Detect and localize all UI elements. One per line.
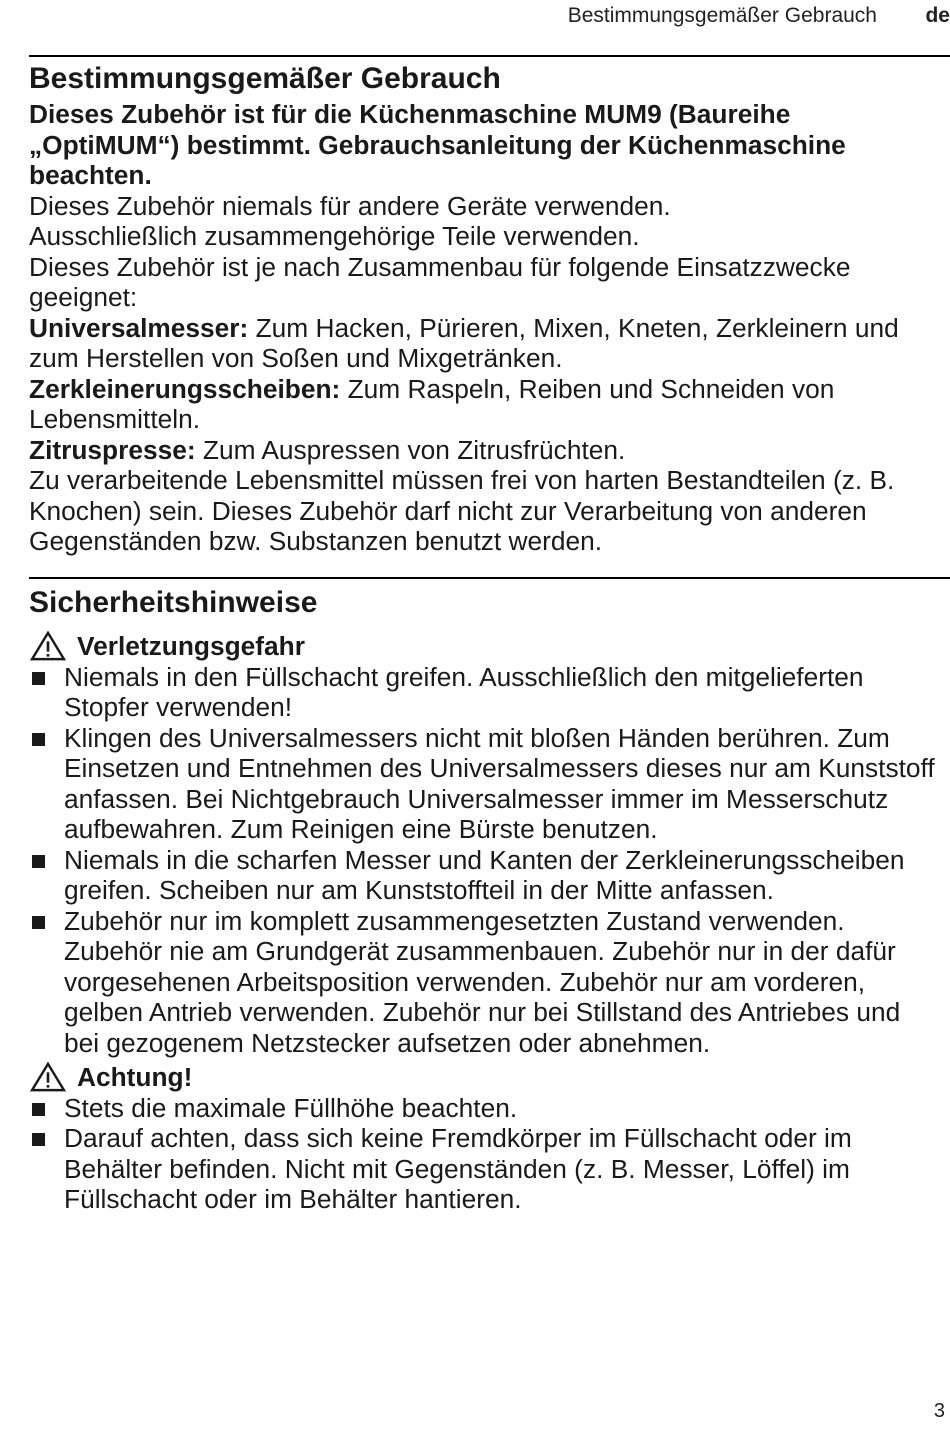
paragraph-matching-parts: Ausschließlich zusammengehörige Teile verwenden. xyxy=(29,221,640,251)
section-intended-use xyxy=(29,61,938,557)
list-item: Niemals in den Füllschacht greifen. Ausschließlich den mitgelieferten Stopfer verwenden! xyxy=(29,662,938,723)
use-text: Zum Auspressen von Zitrusfrüchten. xyxy=(195,434,626,465)
bullet-square-icon xyxy=(32,1133,45,1146)
use-term: Zitruspresse: xyxy=(29,434,196,465)
bullet-square-icon xyxy=(32,733,45,746)
section-safety xyxy=(29,585,938,1215)
list-item: Zubehör nur im komplett zusammengesetzten Zustand verwenden. Zubehör nie am Grundgerät zusammenbauen. Zubehör nur in der dafür vorgesehenen Arbeitsposition verwenden. Zubehör nur am vorderen, gelben Antrieb verwenden. Zubehör nur bei Stillstand des Antriebes und bei gezogenem Netzstecker aufsetzen oder abnehmen. xyxy=(29,906,938,1059)
warning-heading-injury xyxy=(29,631,938,662)
intro-bold-paragraph: Dieses Zubehör ist für die Küchenmaschine MUM9 (Baureihe „OptiMUM“) bestimmt. Gebrauchsanleitung der Küchenmaschine beachten. xyxy=(29,99,846,190)
warning-triangle-icon xyxy=(29,631,67,661)
use-universal-knife xyxy=(29,313,938,374)
list-item: Stets die maximale Füllhöhe beachten. xyxy=(29,1093,938,1124)
paragraph-purposes: Dieses Zubehör ist je nach Zusammenbau für folgende Einsatzzwecke geeignet: xyxy=(29,251,851,312)
bullet-square-icon xyxy=(32,1103,45,1116)
warning-label-caution: Achtung! xyxy=(77,1062,193,1092)
list-item: Klingen des Universalmessers nicht mit bloßen Händen berühren. Zum Einsetzen und Entnehmen des Universalmessers dieses nur am Kunststoff anfassen. Bei Nichtgebrauch Universalmesser immer im Messerschutz aufbewahren. Zum Reinigen eine Bürste benutzen. xyxy=(29,723,938,845)
warning-label-injury: Verletzungsgefahr xyxy=(77,631,305,661)
use-citrus-press xyxy=(29,435,938,466)
paragraph-other-devices: Dieses Zubehör niemals für andere Geräte verwenden. xyxy=(29,190,671,221)
list-item: Niemals in die scharfen Messer und Kanten der Zerkleinerungsscheiben greifen. Scheiben nur am Kunststoffteil in der Mitte anfassen. xyxy=(29,845,938,906)
section-divider-1 xyxy=(29,55,950,57)
paragraph-food-requirements: Zu verarbeitende Lebensmittel müssen frei von harten Bestandteilen (z. B. Knochen) sein. Dieses Zubehör darf nicht zur Verarbeitung von anderen Gegenständen bzw. Substanzen benutzt werden. xyxy=(29,465,895,556)
bullet-square-icon xyxy=(32,855,45,868)
injury-warning-list xyxy=(29,662,938,1059)
bullet-square-icon xyxy=(32,672,45,685)
use-text: Zum Hacken, Pürieren, Mixen, Kneten, Zerkleinern und zum Herstellen von Soßen und Mixgetränken. xyxy=(29,312,899,373)
page-number: 3 xyxy=(933,1400,945,1422)
section-title-safety: Sicherheitshinweise xyxy=(29,586,318,619)
use-term: Zerkleinerungsscheiben: xyxy=(29,373,341,404)
running-header-language: de xyxy=(925,4,950,27)
warning-triangle-icon xyxy=(29,1062,67,1092)
list-item: Darauf achten, dass sich keine Fremdkörper im Füllschacht oder im Behälter befinden. Nicht mit Gegenständen (z. B. Messer, Löffel) im Füllschacht oder im Behälter hantieren. xyxy=(29,1123,938,1215)
running-header-title: Bestimmungsgemäßer Gebrauch xyxy=(567,4,877,27)
bullet-square-icon xyxy=(32,916,45,929)
caution-warning-list xyxy=(29,1093,938,1215)
use-term: Universalmesser: xyxy=(29,312,249,343)
section-divider-2 xyxy=(29,577,950,579)
section-title-intended-use: Bestimmungsgemäßer Gebrauch xyxy=(29,62,501,95)
use-slicing-discs xyxy=(29,374,938,435)
use-text: Zum Raspeln, Reiben und Schneiden von Lebensmitteln. xyxy=(29,373,835,434)
warning-heading-caution xyxy=(29,1062,938,1093)
